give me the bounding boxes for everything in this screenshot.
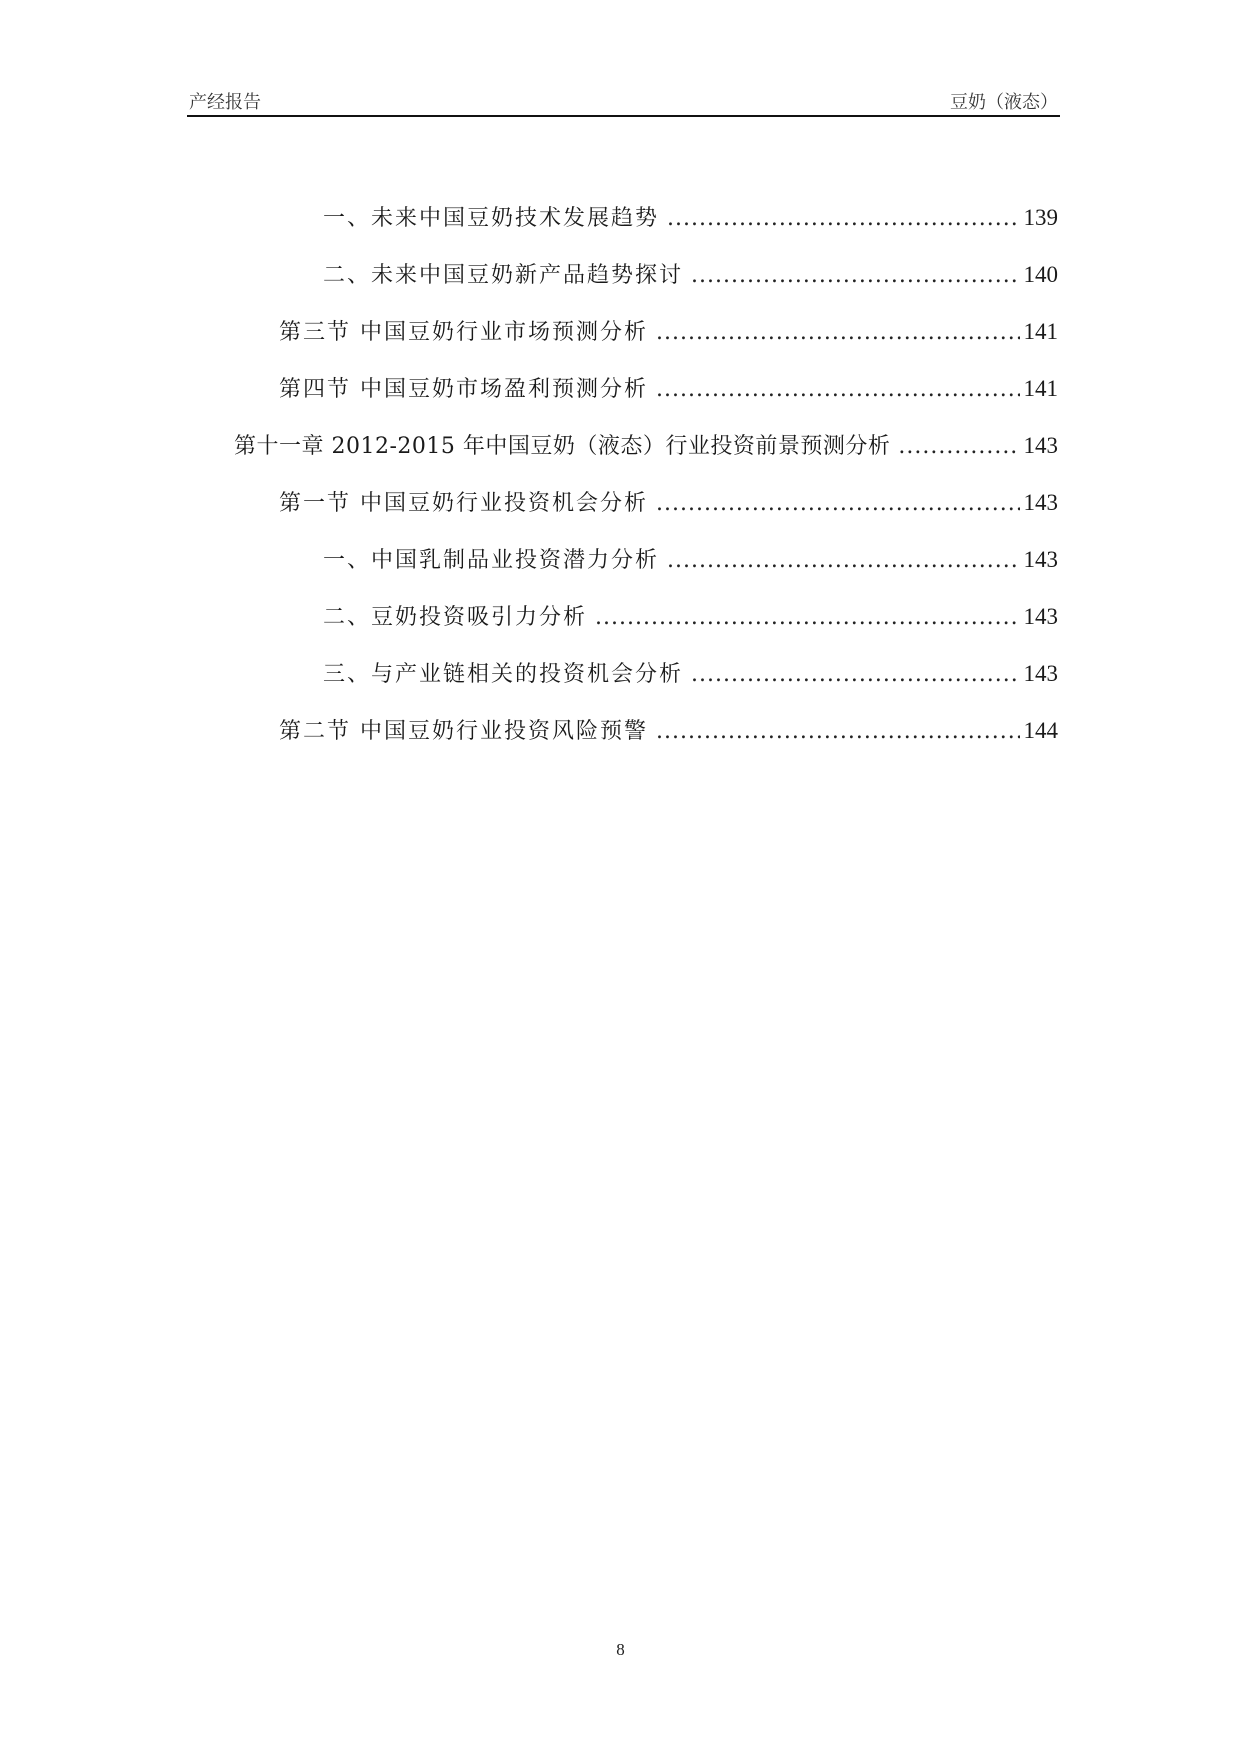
toc-entry[interactable]: [279, 371, 1058, 407]
toc-entry-label: 第四节 中国豆奶市场盈利预测分析: [279, 377, 648, 402]
header-left-title: 产经报告: [189, 92, 261, 113]
toc-entry-page: 143: [1023, 547, 1058, 572]
toc-entry-page: 141: [1023, 319, 1058, 344]
toc-entry-label: 三、与产业链相关的投资机会分析: [323, 662, 684, 687]
toc-leader-dots: [898, 429, 1019, 465]
toc-entry[interactable]: [279, 485, 1058, 521]
toc-entry[interactable]: [323, 257, 1058, 293]
toc-leader-dots: [667, 543, 1019, 579]
header-divider: [187, 115, 1060, 117]
toc-entry-label: 一、未来中国豆奶技术发展趋势: [323, 206, 660, 231]
toc-leader-dots: [691, 657, 1019, 693]
toc-leader-dots: [656, 372, 1020, 408]
toc-entry-page: 143: [1023, 433, 1058, 458]
toc-entry[interactable]: [323, 200, 1058, 236]
toc-entry-label: 第三节 中国豆奶行业市场预测分析: [279, 320, 648, 345]
toc-entry-page: 143: [1023, 661, 1058, 686]
toc-leader-dots: [691, 258, 1019, 294]
toc-entry[interactable]: [323, 542, 1058, 578]
toc-entry-page: 141: [1023, 376, 1058, 401]
toc-leader-dots: [595, 600, 1019, 636]
toc-entry-page: 144: [1023, 718, 1058, 743]
page-number: 8: [616, 1640, 625, 1659]
toc-entry-label: 第一节 中国豆奶行业投资机会分析: [279, 491, 648, 516]
toc-entry-label: 一、中国乳制品业投资潜力分析: [323, 548, 660, 573]
toc-entry-label: 第十一章 2012-2015 年中国豆奶（液态）行业投资前景预测分析: [234, 434, 891, 459]
toc-entry[interactable]: [279, 713, 1058, 749]
page-header: [187, 88, 1060, 114]
toc-entry-page: 139: [1023, 205, 1058, 230]
toc-leader-dots: [667, 201, 1019, 237]
toc-entry-page: 143: [1023, 490, 1058, 515]
toc-entry[interactable]: [234, 428, 1058, 464]
toc-entry-label: 二、豆奶投资吸引力分析: [323, 605, 588, 630]
toc-entry-page: 143: [1023, 604, 1058, 629]
toc-leader-dots: [656, 315, 1020, 351]
toc-leader-dots: [656, 486, 1020, 522]
toc-entry-label: 二、未来中国豆奶新产品趋势探讨: [323, 263, 684, 288]
toc-entry[interactable]: [323, 599, 1058, 635]
toc-entry[interactable]: [323, 656, 1058, 692]
toc-entry[interactable]: [279, 314, 1058, 350]
header-right-title: 豆奶（液态）: [950, 92, 1058, 113]
toc-entry-label: 第二节 中国豆奶行业投资风险预警: [279, 719, 648, 744]
toc-entry-page: 140: [1023, 262, 1058, 287]
toc-leader-dots: [656, 714, 1020, 750]
